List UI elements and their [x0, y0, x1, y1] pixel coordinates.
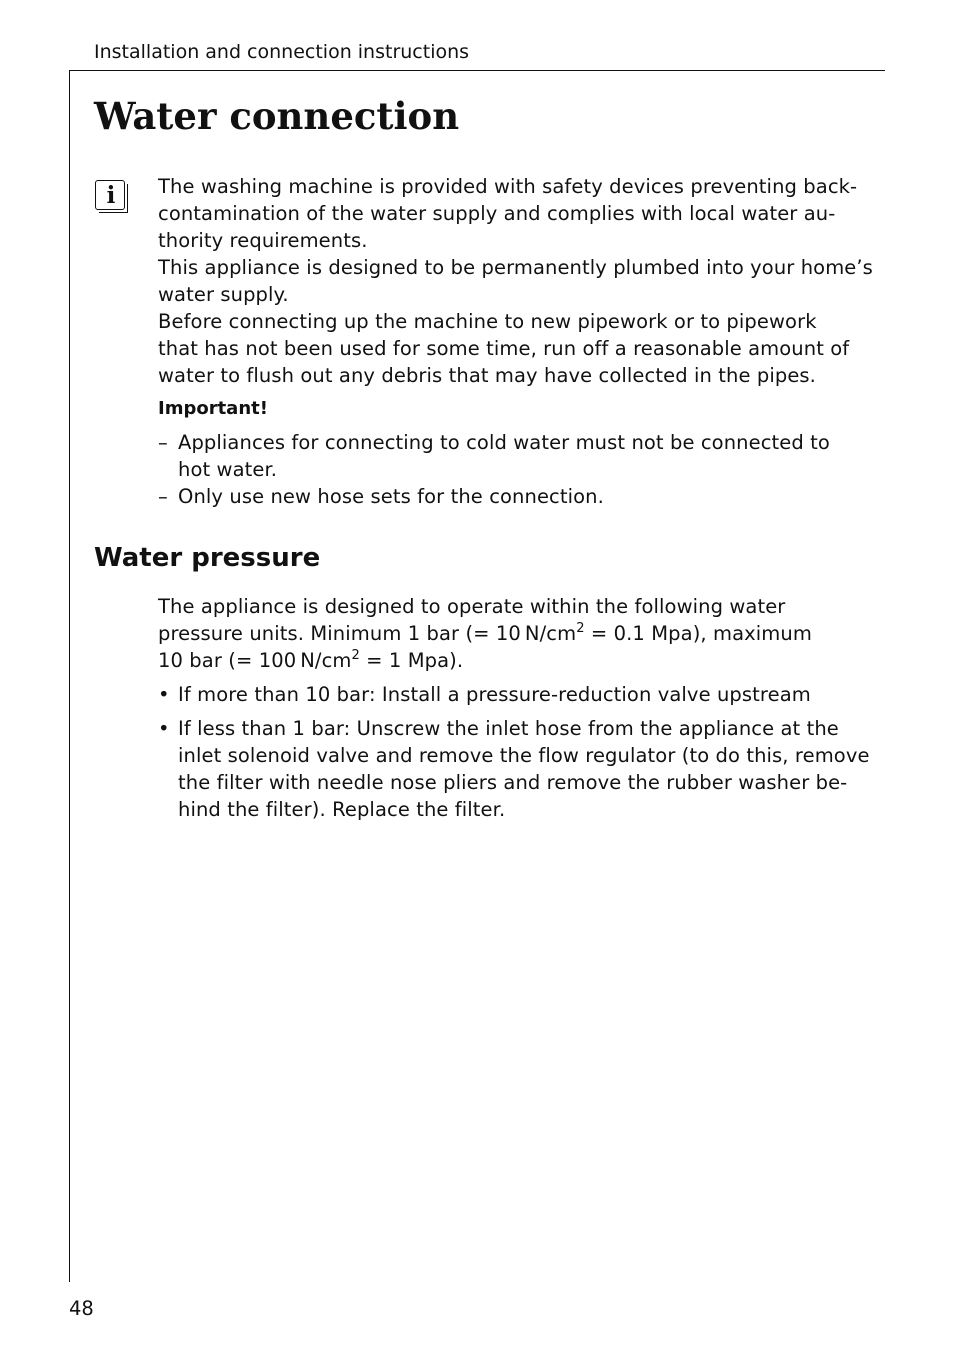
- intro-line: The washing machine is provided with safety devices preventing back-: [158, 175, 858, 198]
- pressure-bullet-text: [178, 715, 870, 823]
- intro-line: contamination of the water supply and complies with local water au-: [158, 202, 836, 225]
- intro-line: Before connecting up the machine to new pipework or to pipework: [158, 310, 817, 333]
- info-icon-glyph: i: [106, 182, 116, 209]
- intro-line: that has not been used for some time, run off a reasonable amount of: [158, 337, 850, 360]
- important-item-text: [178, 483, 604, 510]
- important-label: Important!: [158, 398, 268, 419]
- pressure-bullet-line: If more than 10 bar: Install a pressure-reduction valve upstream: [178, 683, 811, 706]
- pressure-bullet-line: the filter with needle nose pliers and remove the rubber washer be-: [178, 771, 848, 794]
- pressure-text: 10 bar (= 100 N/cm: [158, 649, 352, 672]
- intro-line: This appliance is designed to be permanently plumbed into your home’s: [158, 256, 873, 279]
- intro-line: water to flush out any debris that may have collected in the pipes.: [158, 364, 816, 387]
- pressure-line: [158, 647, 812, 674]
- important-item-line: hot water.: [178, 458, 278, 481]
- pressure-line: [158, 620, 812, 647]
- intro-line: water supply.: [158, 283, 289, 306]
- pressure-text: = 0.1 Mpa), maximum: [584, 622, 812, 645]
- page-number: 48: [69, 1297, 94, 1320]
- section-heading-water-pressure: Water pressure: [94, 543, 321, 573]
- dash-marker: –: [158, 431, 168, 454]
- pressure-bullet-text: [178, 681, 811, 708]
- pressure-bullet-line: inlet solenoid valve and remove the flow regulator (to do this, remove: [178, 744, 870, 767]
- page-title: Water connection: [94, 94, 460, 138]
- important-item-line: Appliances for connecting to cold water must not be connected to: [178, 431, 830, 454]
- important-item-line: Only use new hose sets for the connection.: [178, 485, 604, 508]
- superscript: 2: [576, 621, 585, 636]
- dash-marker: –: [158, 485, 168, 508]
- info-icon: [95, 180, 125, 210]
- intro-line: thority requirements.: [158, 229, 368, 252]
- pressure-bullet-line: hind the filter). Replace the filter.: [178, 798, 506, 821]
- pressure-text: = 1 Mpa).: [359, 649, 464, 672]
- intro-paragraph: [158, 173, 873, 389]
- pressure-paragraph: [158, 593, 812, 674]
- pressure-bullet-line: If less than 1 bar: Unscrew the inlet hose from the appliance at the: [178, 717, 839, 740]
- header-rule: [69, 70, 885, 71]
- superscript: 2: [351, 648, 360, 663]
- important-item-text: [178, 429, 830, 483]
- running-header: Installation and connection instructions: [94, 41, 470, 63]
- pressure-line: The appliance is designed to operate within the following water: [158, 595, 786, 618]
- pressure-text: pressure units. Minimum 1 bar (= 10 N/cm: [158, 622, 577, 645]
- bullet-marker: •: [158, 683, 170, 706]
- bullet-marker: •: [158, 717, 170, 740]
- left-margin-rule: [69, 70, 70, 1282]
